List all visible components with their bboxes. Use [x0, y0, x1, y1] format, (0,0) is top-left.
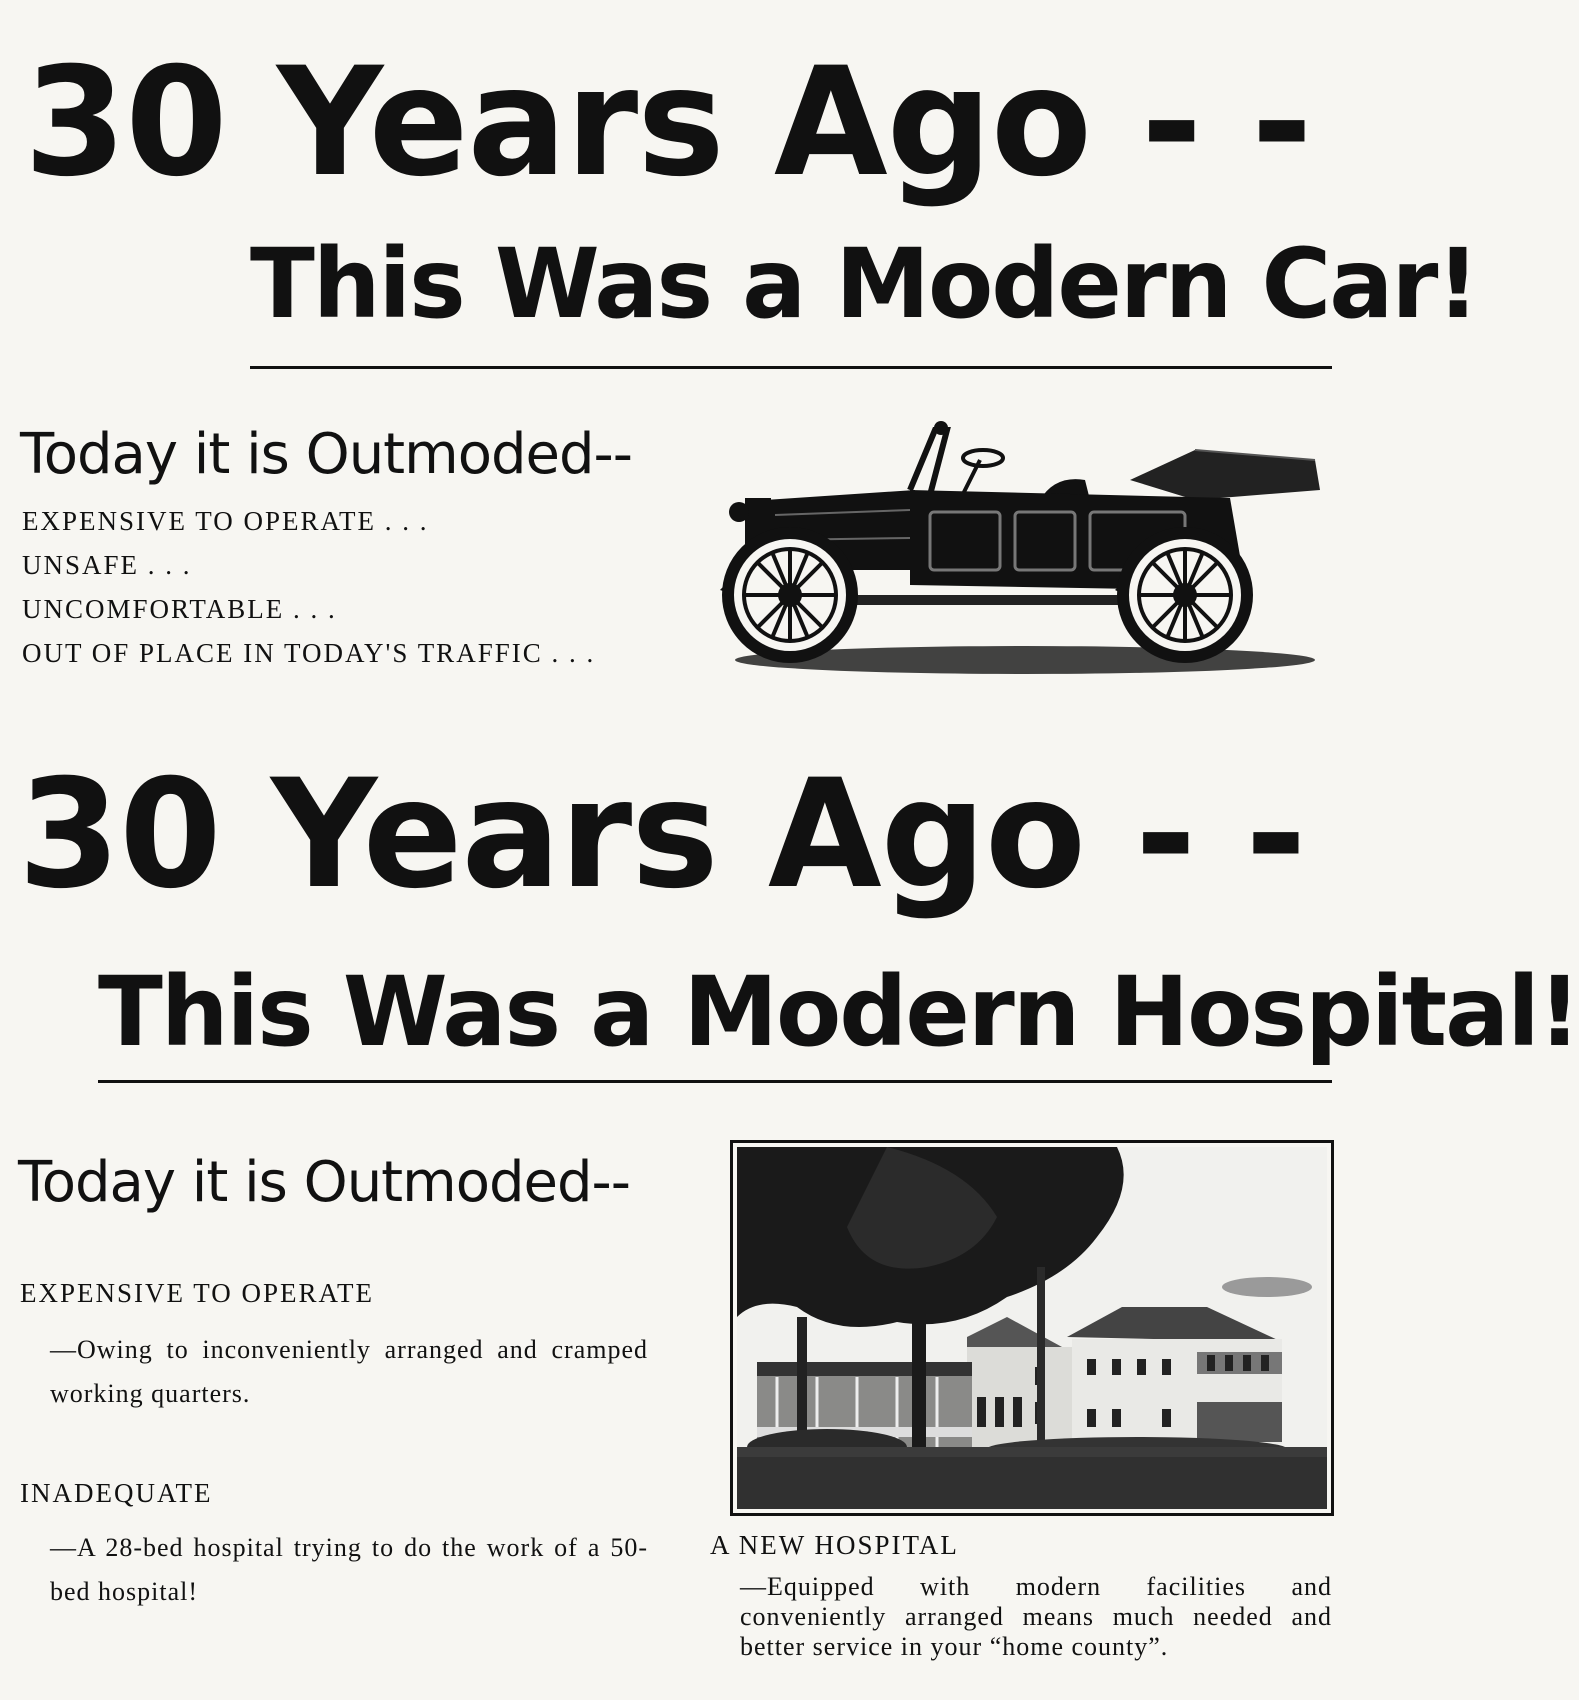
car-subheadline: This Was a Modern Car! — [250, 228, 1478, 340]
hospital-photo — [730, 1140, 1334, 1516]
antique-car-illustration — [725, 420, 1335, 680]
car-item-uncomfortable: UNCOMFORTABLE . . . — [22, 594, 337, 624]
new-hospital-text: —Equipped with modern facilities and conveniently arranged means much needed and better service in your “home county”. — [740, 1572, 1332, 1661]
car-item-out-of-place: OUT OF PLACE IN TODAY'S TRAFFIC . . . — [22, 638, 596, 668]
point-inadequate-text: —A 28-bed hospital trying to do the work of a 50-bed hospital! — [50, 1533, 648, 1606]
car-headline-rule — [250, 366, 1332, 369]
point-expensive-title: EXPENSIVE TO OPERATE — [20, 1278, 375, 1308]
point-expensive-text: —Owing to inconveniently arranged and cramped working quarters. — [50, 1335, 648, 1408]
hospital-headline: 30 Years Ago - - — [18, 748, 1306, 922]
new-hospital-title: A NEW HOSPITAL — [710, 1530, 959, 1560]
car-item-unsafe: UNSAFE . . . — [22, 550, 192, 580]
car-headline: 30 Years Ago - - — [24, 36, 1312, 210]
car-outmoded-heading: Today it is Outmoded-- — [20, 422, 632, 487]
hospital-headline-rule — [98, 1080, 1332, 1083]
hospital-subheadline: This Was a Modern Hospital! — [98, 956, 1579, 1068]
hospital-outmoded-heading: Today it is Outmoded-- — [18, 1150, 630, 1215]
car-item-expensive: EXPENSIVE TO OPERATE . . . — [22, 506, 429, 536]
point-inadequate-title: INADEQUATE — [20, 1478, 213, 1508]
